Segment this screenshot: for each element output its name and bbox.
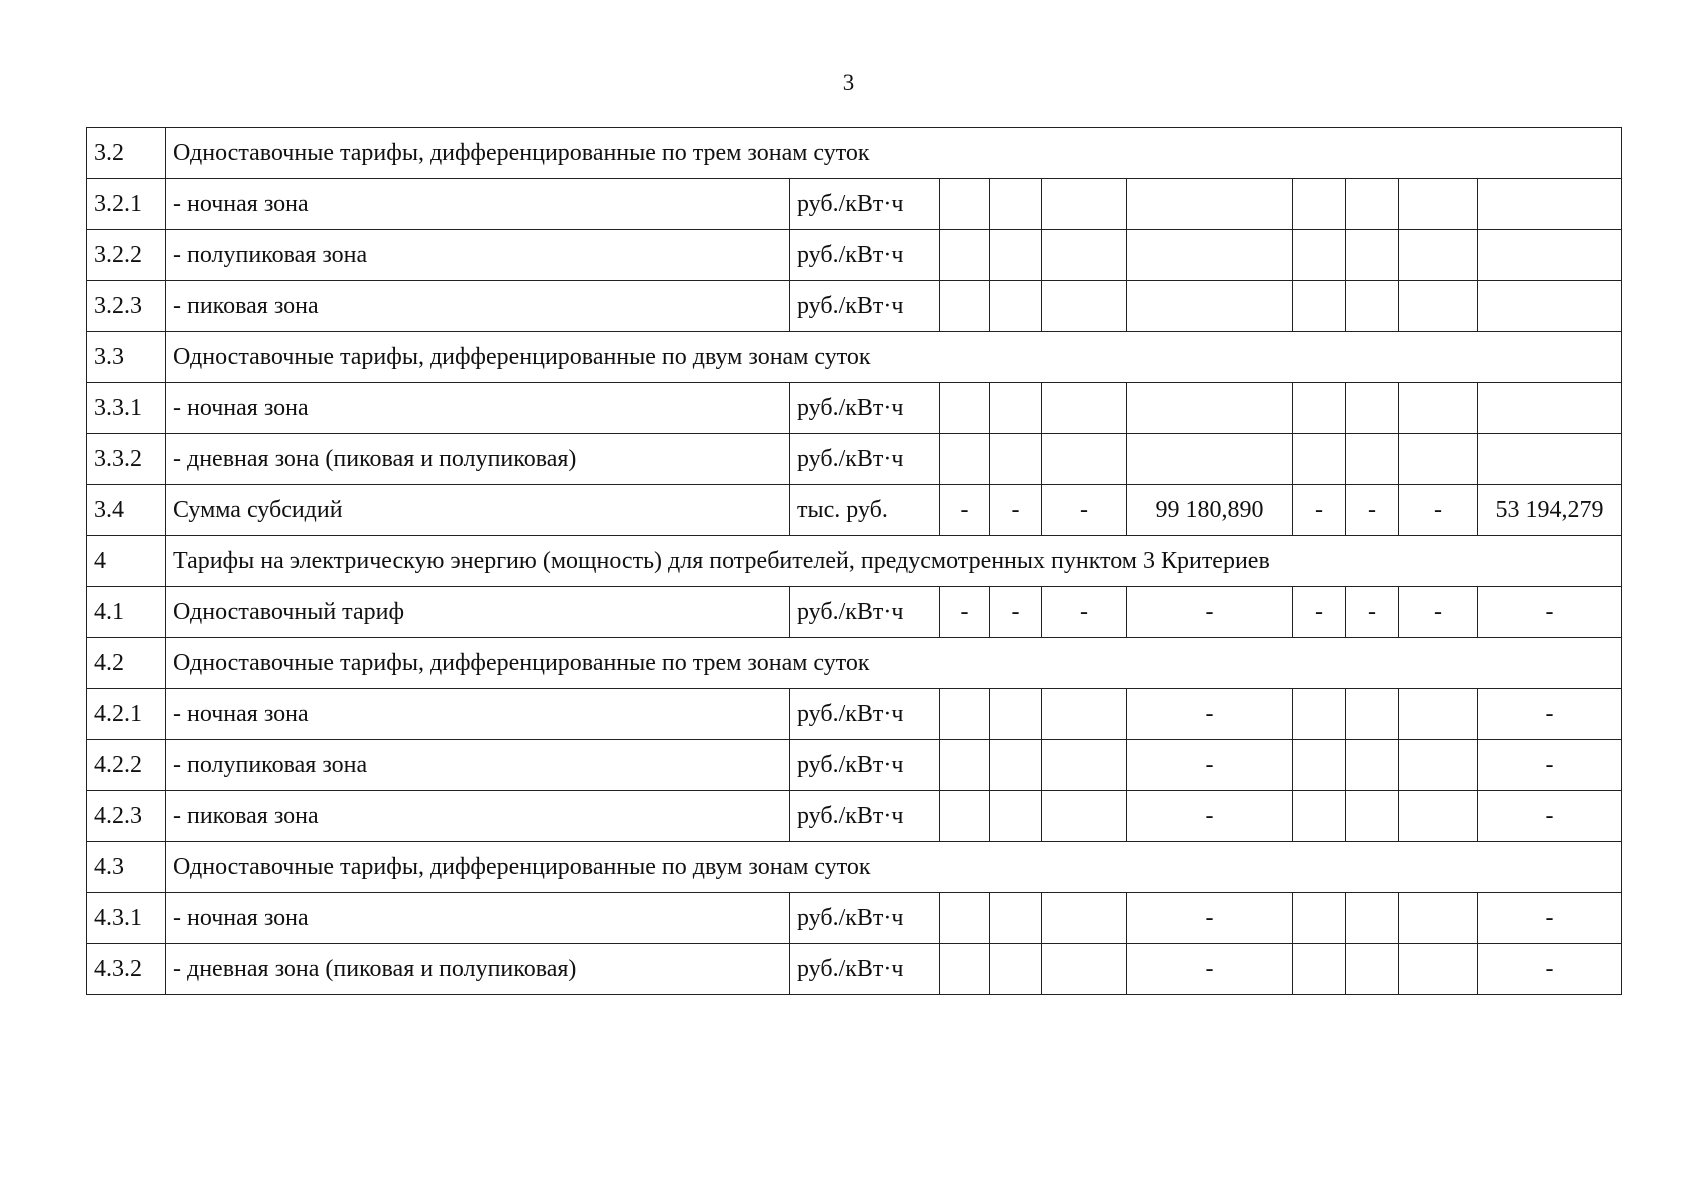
table-row [87, 944, 1622, 995]
value-cell: - [1478, 893, 1622, 944]
row-code: 4.1 [87, 587, 166, 638]
value-cell: - [1127, 689, 1293, 740]
row-code: 3.4 [87, 485, 166, 536]
table-row [87, 485, 1622, 536]
row-unit: руб./кВт·ч [790, 434, 940, 485]
value-cell [940, 230, 990, 281]
value-cell [1399, 179, 1478, 230]
value-cell: 99 180,890 [1127, 485, 1293, 536]
value-cell [940, 740, 990, 791]
section-title: Одноставочные тарифы, дифференцированные по трем зонам суток [166, 128, 1622, 179]
row-code: 4.3.1 [87, 893, 166, 944]
value-cell [1293, 944, 1346, 995]
row-unit: руб./кВт·ч [790, 689, 940, 740]
table-row [87, 281, 1622, 332]
row-unit: руб./кВт·ч [790, 179, 940, 230]
table-row [87, 893, 1622, 944]
value-cell [1399, 740, 1478, 791]
row-unit: тыс. руб. [790, 485, 940, 536]
value-cell [1346, 230, 1399, 281]
value-cell: - [1399, 587, 1478, 638]
table-row [87, 587, 1622, 638]
section-row [87, 332, 1622, 383]
value-cell [1293, 434, 1346, 485]
value-cell [1399, 281, 1478, 332]
value-cell [1478, 179, 1622, 230]
row-code: 3.3.1 [87, 383, 166, 434]
row-name: Одноставочный тариф [166, 587, 790, 638]
value-cell [1399, 893, 1478, 944]
section-row [87, 638, 1622, 689]
value-cell [1399, 689, 1478, 740]
value-cell [940, 791, 990, 842]
row-code: 3.2 [87, 128, 166, 179]
value-cell [940, 383, 990, 434]
value-cell [1127, 281, 1293, 332]
value-cell [990, 893, 1042, 944]
value-cell: - [1293, 485, 1346, 536]
table-row [87, 434, 1622, 485]
row-name: - ночная зона [166, 179, 790, 230]
value-cell [1346, 740, 1399, 791]
row-code: 3.3.2 [87, 434, 166, 485]
value-cell [990, 179, 1042, 230]
row-name: Сумма субсидий [166, 485, 790, 536]
value-cell [1293, 689, 1346, 740]
table-row [87, 689, 1622, 740]
section-title: Одноставочные тарифы, дифференцированные по двум зонам суток [166, 332, 1622, 383]
table-row [87, 740, 1622, 791]
value-cell [1042, 434, 1127, 485]
value-cell [1346, 281, 1399, 332]
value-cell: - [1478, 791, 1622, 842]
value-cell: - [1478, 944, 1622, 995]
value-cell [1293, 383, 1346, 434]
value-cell [1042, 893, 1127, 944]
value-cell [990, 944, 1042, 995]
value-cell [1293, 281, 1346, 332]
row-code: 3.3 [87, 332, 166, 383]
value-cell [990, 230, 1042, 281]
section-row [87, 128, 1622, 179]
value-cell [1399, 230, 1478, 281]
value-cell [1042, 791, 1127, 842]
value-cell [1042, 740, 1127, 791]
value-cell [1478, 281, 1622, 332]
value-cell [1042, 281, 1127, 332]
value-cell [1399, 791, 1478, 842]
value-cell [1346, 689, 1399, 740]
table-row [87, 791, 1622, 842]
value-cell [1478, 383, 1622, 434]
value-cell: - [990, 587, 1042, 638]
row-name: - пиковая зона [166, 281, 790, 332]
value-cell [1127, 230, 1293, 281]
value-cell [940, 893, 990, 944]
row-name: - пиковая зона [166, 791, 790, 842]
value-cell [1042, 689, 1127, 740]
value-cell: - [1478, 689, 1622, 740]
row-code: 3.2.2 [87, 230, 166, 281]
value-cell [1399, 383, 1478, 434]
value-cell [1127, 434, 1293, 485]
value-cell [990, 281, 1042, 332]
row-name: - полупиковая зона [166, 740, 790, 791]
table-body [87, 128, 1622, 995]
section-title: Тарифы на электрическую энергию (мощность) для потребителей, предусмотренных пунктом 3 Критериев [166, 536, 1622, 587]
value-cell [1399, 944, 1478, 995]
value-cell: - [1293, 587, 1346, 638]
value-cell: - [1346, 587, 1399, 638]
section-row [87, 842, 1622, 893]
value-cell: - [1127, 740, 1293, 791]
value-cell [1293, 740, 1346, 791]
value-cell [1042, 179, 1127, 230]
row-unit: руб./кВт·ч [790, 893, 940, 944]
table-row [87, 230, 1622, 281]
table-row [87, 383, 1622, 434]
value-cell [940, 944, 990, 995]
row-name: - ночная зона [166, 893, 790, 944]
value-cell: - [1127, 587, 1293, 638]
row-name: - дневная зона (пиковая и полупиковая) [166, 944, 790, 995]
value-cell [940, 689, 990, 740]
row-unit: руб./кВт·ч [790, 944, 940, 995]
row-unit: руб./кВт·ч [790, 230, 940, 281]
row-unit: руб./кВт·ч [790, 281, 940, 332]
row-name: - ночная зона [166, 383, 790, 434]
value-cell [1127, 179, 1293, 230]
value-cell: - [1478, 740, 1622, 791]
value-cell [990, 434, 1042, 485]
value-cell [1293, 893, 1346, 944]
row-unit: руб./кВт·ч [790, 383, 940, 434]
row-code: 3.2.1 [87, 179, 166, 230]
value-cell [1293, 230, 1346, 281]
value-cell [1042, 383, 1127, 434]
value-cell [1293, 791, 1346, 842]
value-cell: - [990, 485, 1042, 536]
value-cell: - [1346, 485, 1399, 536]
value-cell [1293, 179, 1346, 230]
value-cell: - [1478, 587, 1622, 638]
value-cell: - [940, 587, 990, 638]
value-cell [1478, 230, 1622, 281]
row-name: - дневная зона (пиковая и полупиковая) [166, 434, 790, 485]
value-cell: 53 194,279 [1478, 485, 1622, 536]
row-code: 4.3.2 [87, 944, 166, 995]
row-name: - ночная зона [166, 689, 790, 740]
row-unit: руб./кВт·ч [790, 740, 940, 791]
value-cell: - [1399, 485, 1478, 536]
value-cell [1042, 230, 1127, 281]
value-cell [1127, 383, 1293, 434]
value-cell [1399, 434, 1478, 485]
value-cell [990, 383, 1042, 434]
value-cell: - [1127, 791, 1293, 842]
row-code: 4 [87, 536, 166, 587]
row-code: 4.3 [87, 842, 166, 893]
section-title: Одноставочные тарифы, дифференцированные по двум зонам суток [166, 842, 1622, 893]
value-cell: - [1042, 587, 1127, 638]
row-code: 4.2.1 [87, 689, 166, 740]
row-name: - полупиковая зона [166, 230, 790, 281]
value-cell [990, 791, 1042, 842]
page-number: 3 [842, 70, 855, 95]
value-cell [990, 740, 1042, 791]
value-cell [1346, 944, 1399, 995]
value-cell [940, 281, 990, 332]
value-cell [940, 434, 990, 485]
row-code: 4.2.3 [87, 791, 166, 842]
row-unit: руб./кВт·ч [790, 791, 940, 842]
value-cell [1346, 893, 1399, 944]
tariff-table [86, 127, 1622, 995]
section-title: Одноставочные тарифы, дифференцированные по трем зонам суток [166, 638, 1622, 689]
table-row [87, 179, 1622, 230]
value-cell [1042, 944, 1127, 995]
value-cell: - [1127, 893, 1293, 944]
value-cell [1346, 179, 1399, 230]
value-cell [940, 179, 990, 230]
row-code: 3.2.3 [87, 281, 166, 332]
value-cell [1478, 434, 1622, 485]
value-cell [1346, 434, 1399, 485]
value-cell [990, 689, 1042, 740]
row-code: 4.2.2 [87, 740, 166, 791]
value-cell: - [1042, 485, 1127, 536]
section-row [87, 536, 1622, 587]
row-code: 4.2 [87, 638, 166, 689]
value-cell [1346, 791, 1399, 842]
value-cell: - [940, 485, 990, 536]
value-cell [1346, 383, 1399, 434]
row-unit: руб./кВт·ч [790, 587, 940, 638]
value-cell: - [1127, 944, 1293, 995]
